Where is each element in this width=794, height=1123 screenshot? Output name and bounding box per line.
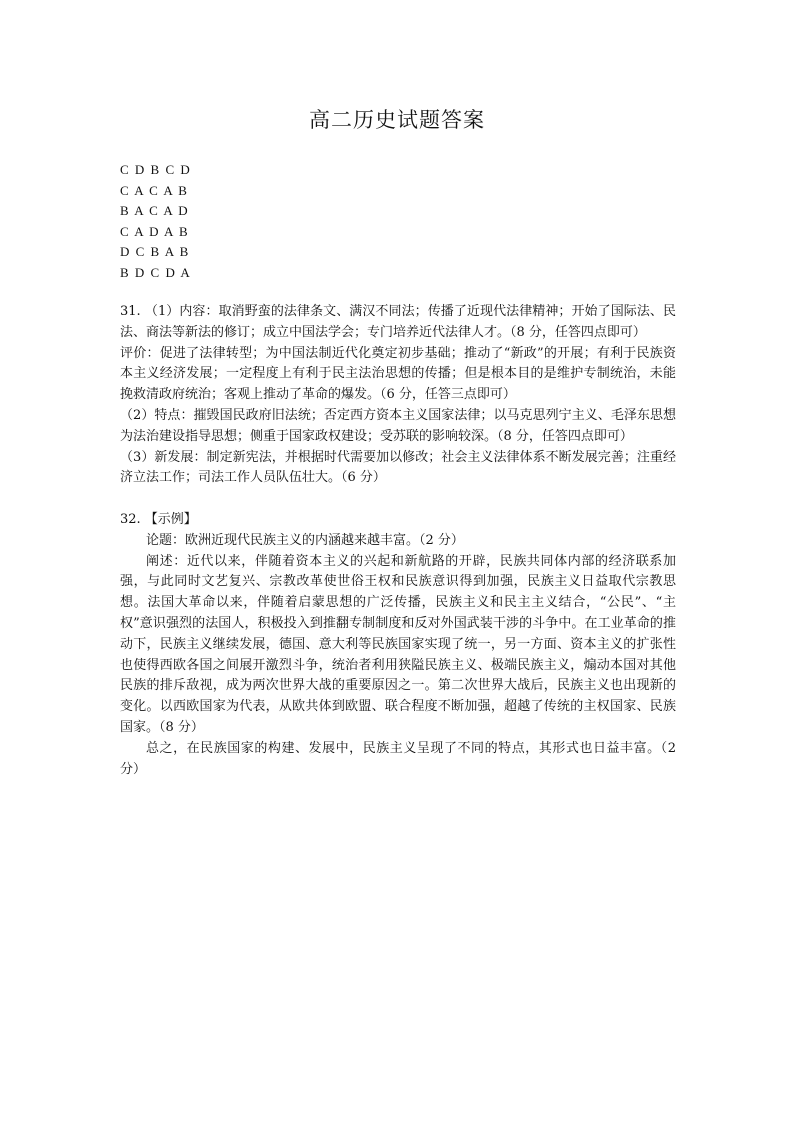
q31-evaluation-paragraph: 评价：促进了法律转型；为中国法制近代化奠定初步基础；推动了“新政”的开展；有利于民族资本主义经济发展；一定程度上有利于民主法治思想的传播；但是根本目的是维护专制统治，未能挽救清政府统治；客观上推动了革命的爆发。（6 分，任答三点即可） (120, 345, 676, 403)
multiple-choice-answers (120, 160, 191, 284)
q31-part2-paragraph: （2）特点：摧毁国民政府旧法统；否定西方资本主义国家法律；以马克思列宁主义、毛泽东思想为法治建设指导思想；侧重于国家政权建设；受苏联的影响较深。（8 分，任答四点即可） (120, 407, 676, 444)
answer-row: B D C D A (120, 264, 192, 280)
spacer (120, 489, 676, 510)
answer-row: D C B A B (120, 244, 190, 260)
q31-part1-paragraph: 31. （1）内容：取消野蛮的法律条文、满汉不同法；传播了近现代法律精神；开始了国际法、民法、商法等新法的修订；成立中国法学会；专门培养近代法律人才。（8 分，任答四点即可） (120, 304, 676, 340)
q32-heading: 32. 【示例】 (120, 511, 197, 527)
page-title: 高二历史试题答案 (309, 108, 485, 132)
essay-answers (120, 302, 676, 780)
q32-argument: 阐述：近代以来，伴随着资本主义的兴起和新航路的开辟，民族共同体内部的经济联系加强，与此同时文艺复兴、宗教改革使世俗王权和民族意识得到加强，民族主义日益取代宗教思想。法国大革命以来，伴随着启蒙思想的广泛传播，民族主义和民主主义结合，“公民”、“主权”意识强烈的法国人，积极投入到推翻专制制度和反对外国武装干涉的斗争中。在工业革命的推动下，民族主义继续发展，德国、意大利等民族国家实现了统一，另一方面、资本主义的扩张性也使得西欧各国之间展开激烈斗争，统治者利用狭隘民族主义、极端民族主义，煽动本国对其他民族的排斥敌视，成为两次世界大战的重要原因之一。第二次世界大战后，民族主义也出现新的变化。以西欧国家为代表，从欧共体到欧盟、联合程度不断加强，超越了传统的主权国家、民族国家。（8 分） (120, 553, 676, 735)
q32-thesis: 论题：欧洲近现代民族主义的内涵越来越丰富。（2 分） (146, 532, 464, 548)
q31-part3-paragraph: （3）新发展：制定新宪法，并根据时代需要加以修改；社会主义法律体系不断发展完善；注重经济立法工作；司法工作人员队伍壮大。（6 分） (120, 449, 676, 486)
q32-summary: 总之，在民族国家的构建、发展中，民族主义呈现了不同的特点，其形式也日益丰富。（2 分） (120, 740, 676, 777)
answer-row: C D B C D (120, 162, 192, 177)
answer-row: C A C A B (120, 182, 189, 198)
answer-row: C A D A B (120, 223, 190, 239)
answer-row: B A C A D (120, 203, 190, 219)
